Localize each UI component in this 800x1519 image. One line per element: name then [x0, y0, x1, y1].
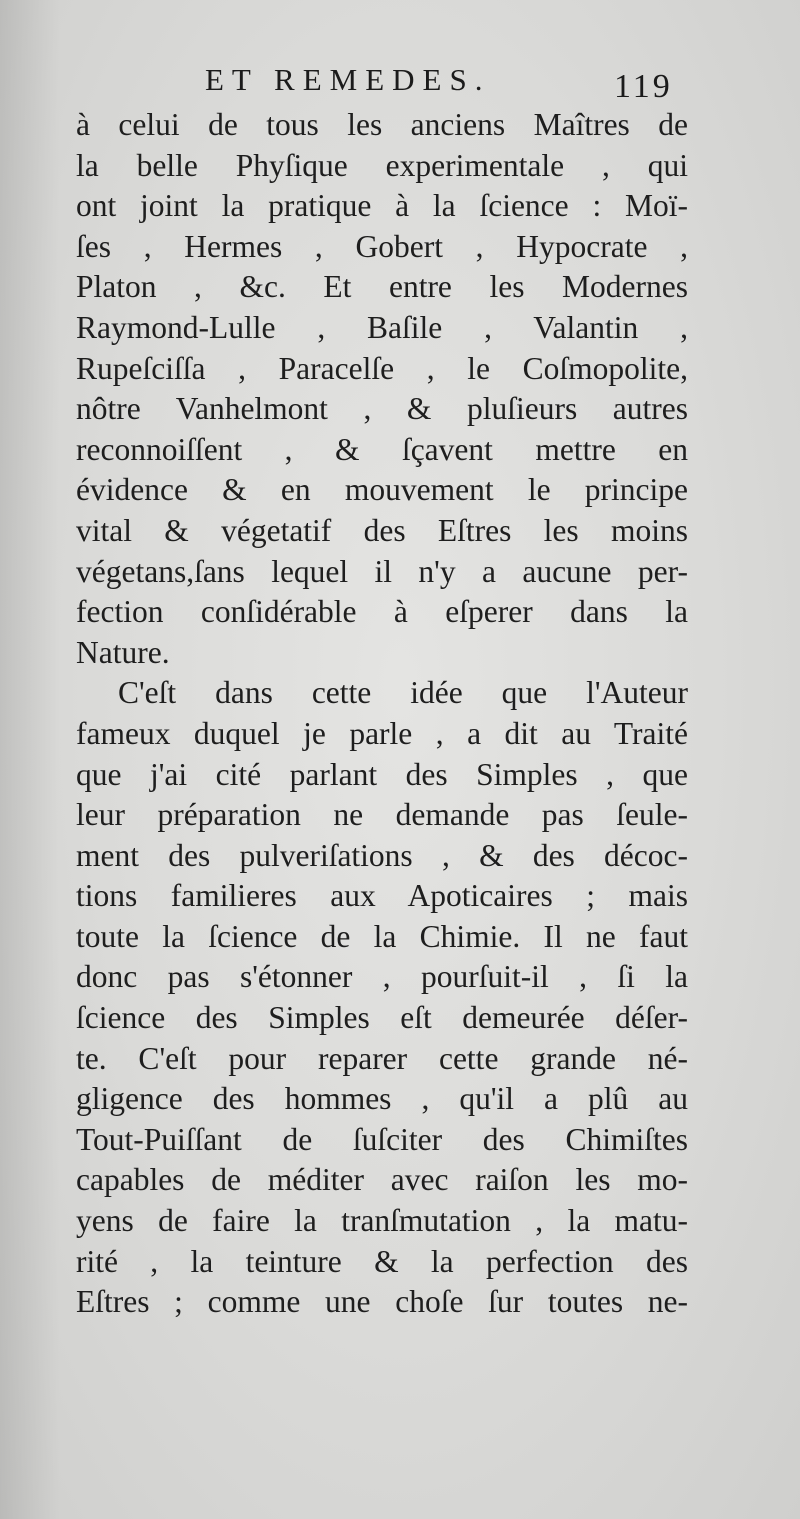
text-line: donc pas s'étonner , pourſuit-il , ſi la — [76, 959, 688, 995]
text-line: ment des pulveriſations , & des décoc- — [76, 837, 688, 873]
text-line: ſcience des Simples eſt demeurée déſer- — [76, 1000, 688, 1036]
text-line: rité , la teinture & la perfection des — [76, 1243, 688, 1279]
text-line: fameux duquel je parle , a dit au Traité — [76, 715, 688, 751]
text-line: reconnoiſſent , & ſçavent mettre en — [76, 431, 688, 467]
text-line: à celui de tous les anciens Maîtres de — [76, 107, 688, 142]
text-line: vital & végetatif des Eſtres les moins — [76, 512, 688, 548]
text-line: Eſtres ; comme une choſe ſur toutes ne- — [76, 1284, 688, 1320]
text-line: gligence des hommes , qu'il a plû au — [76, 1081, 688, 1117]
text-line: tions familieres aux Apoticaires ; mais — [76, 878, 688, 914]
running-head: ET REMEDES. — [205, 62, 491, 97]
text-line: Nature. — [76, 634, 170, 670]
page-number: 119 — [614, 68, 673, 105]
text-line: te. C'eſt pour reparer cette grande né- — [76, 1040, 688, 1076]
text-line: yens de faire la tranſmutation , la matu- — [76, 1203, 688, 1239]
text-line: végetans,ſans lequel il n'y a aucune per- — [76, 553, 688, 589]
page-edge-shadow — [0, 0, 60, 1519]
text-line: la belle Phyſique experimentale , qui — [76, 147, 688, 183]
text-line: Raymond-Lulle , Baſile , Valantin , — [76, 309, 688, 345]
text-line: capables de méditer avec raiſon les mo- — [76, 1162, 688, 1198]
text-line: ont joint la pratique à la ſcience : Moï- — [76, 188, 688, 224]
text-line: leur préparation ne demande pas ſeule- — [76, 797, 688, 833]
text-line: évidence & en mouvement le principe — [76, 472, 688, 508]
text-line: que j'ai cité parlant des Simples , que — [76, 756, 688, 792]
text-line: Platon , &c. Et entre les Modernes — [76, 269, 688, 305]
text-line: Tout-Puiſſant de ſuſciter des Chimiſtes — [76, 1121, 688, 1157]
text-line: Rupeſciſſa , Paracelſe , le Coſmopolite, — [76, 350, 688, 386]
text-line: toute la ſcience de la Chimie. Il ne faut — [76, 918, 688, 954]
text-line: ſes , Hermes , Gobert , Hypocrate , — [76, 228, 688, 264]
body-text — [76, 105, 688, 1323]
text-line: nôtre Vanhelmont , & pluſieurs autres — [76, 391, 688, 427]
paragraph-start-line: C'eſt dans cette idée que l'Auteur — [118, 675, 688, 711]
text-line: fection conſidérable à eſperer dans la — [76, 594, 688, 630]
